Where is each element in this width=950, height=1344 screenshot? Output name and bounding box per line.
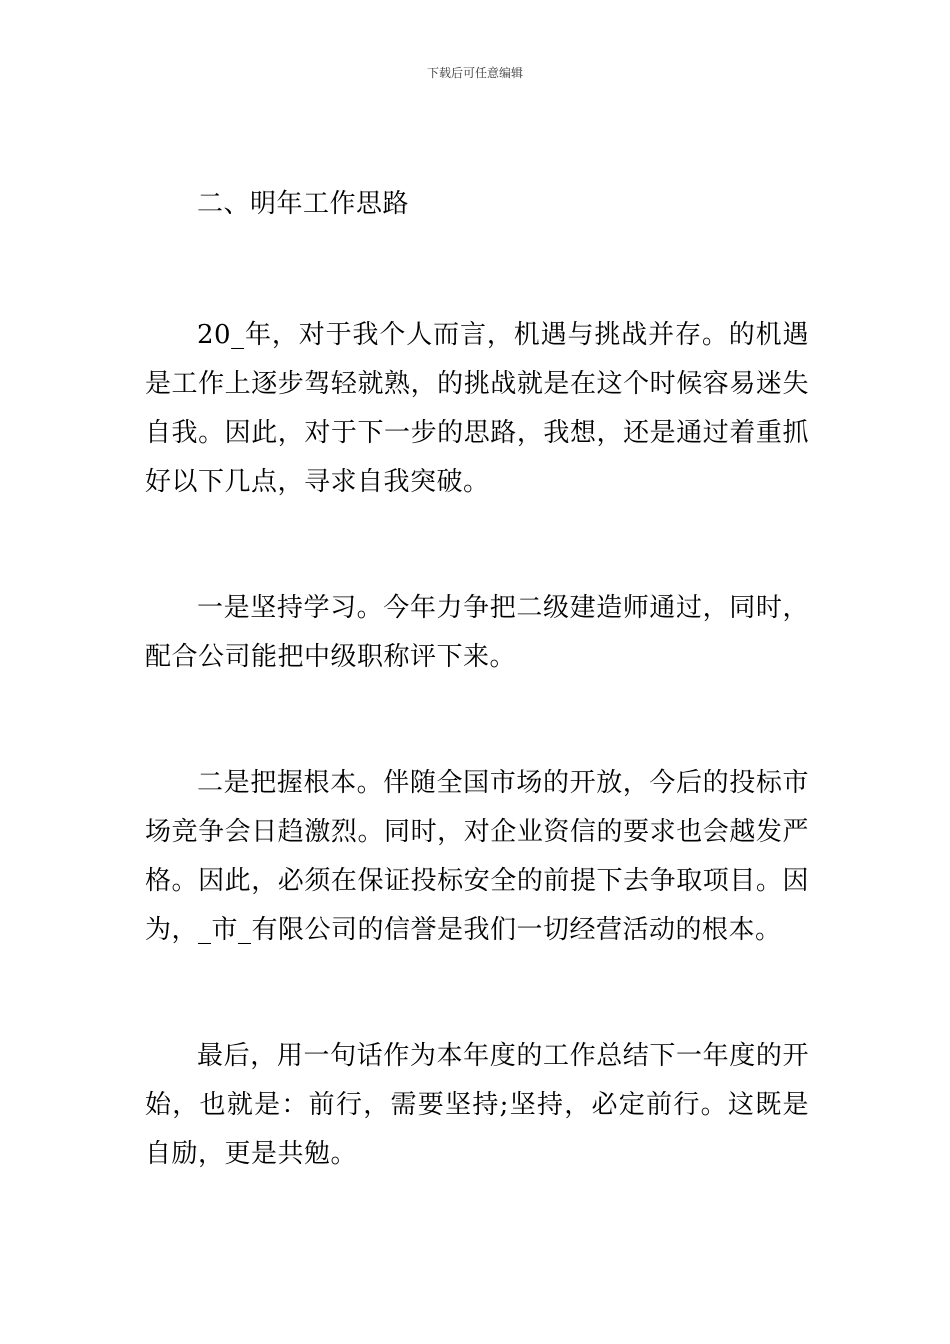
page-header-note: 下载后可任意编辑	[426, 66, 523, 80]
section-heading: 二、明年工作思路	[197, 189, 410, 219]
paragraph-closing: 最后，用一句话作为本年度的工作总结下一年度的开始，也就是：前行，需要坚持;坚持，必定前行。这既是自励，更是共勉。	[145, 1041, 809, 1169]
paragraph-opportunities: 20_年，对于我个人而言，机遇与挑战并存。的机遇是工作上逐步驾轻就熟，的挑战就是在这个时候容易迷失自我。因此，对于下一步的思路，我想，还是通过着重抓好以下几点，寻求自我突破。	[145, 320, 809, 497]
paragraph-keep-learning: 一是坚持学习。今年力争把二级建造师通过，同时，配合公司能把中级职称评下来。	[145, 593, 809, 672]
document-body	[145, 180, 809, 1256]
paragraph-grasp-fundamentals: 二是把握根本。伴随全国市场的开放，今后的投标市场竞争会日趋激烈。同时，对企业资信的要求也会越发严格。因此，必须在保证投标安全的前提下去争取项目。因为，_市_有限公司的信誉是我们一切经营活动的根本。	[145, 768, 809, 945]
